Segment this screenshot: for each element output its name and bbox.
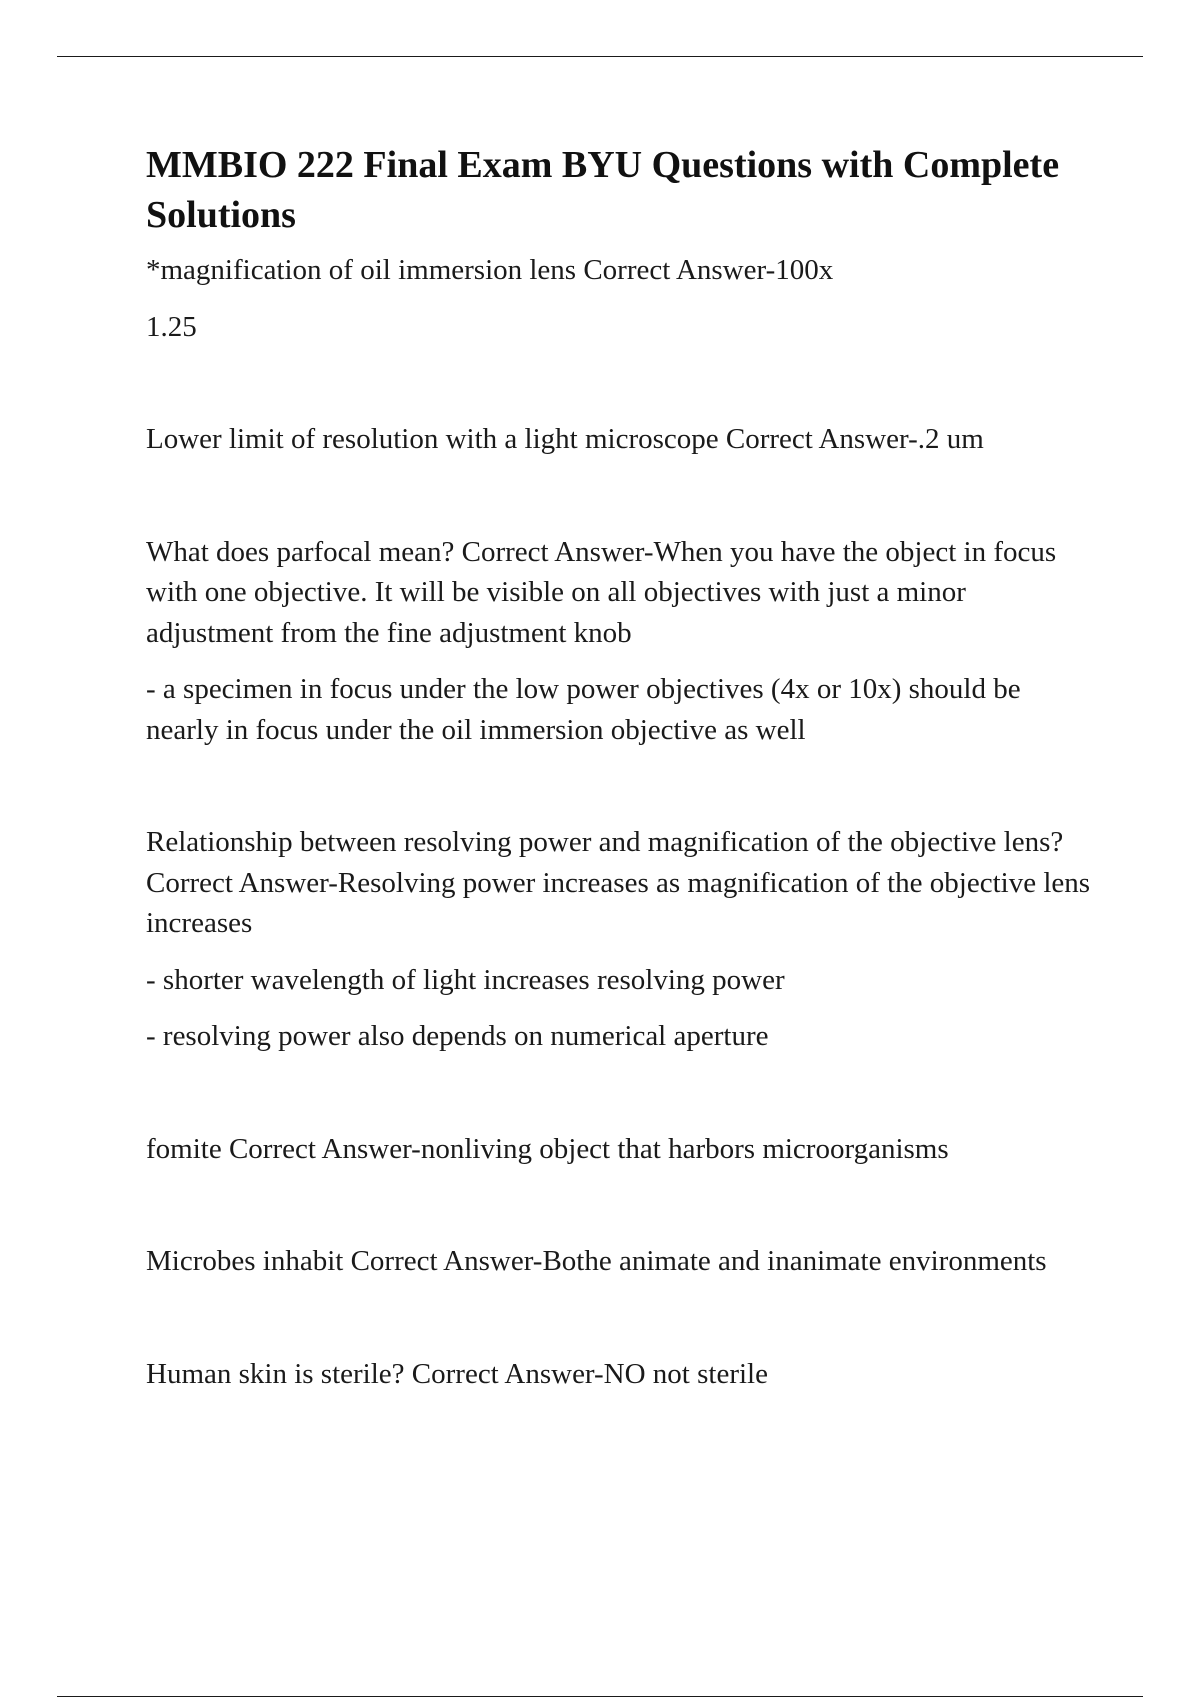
footer-rule <box>57 1696 1143 1697</box>
qa-2-question: Lower limit of resolution with a light microscope Correct Answer-.2 um <box>146 423 984 455</box>
qa-5-question: fomite Correct Answer-nonliving object that harbors microorganisms <box>146 1132 949 1165</box>
qa-4-answer-detail-1: - shorter wavelength of light increases resolving power <box>146 963 785 996</box>
qa-6-question: Microbes inhabit Correct Answer-Bothe animate and inanimate environments <box>146 1245 1047 1277</box>
qa-3-answer-detail: - a specimen in focus under the low power objectives (4x or 10x) should be nearly in focus under the oil immersion objective as well <box>146 673 1021 746</box>
qa-7-question: Human skin is sterile? Correct Answer-NO not sterile <box>146 1357 768 1390</box>
page-content <box>146 140 1096 1394</box>
header-rule <box>57 56 1143 57</box>
qa-1-answer-detail: 1.25 <box>146 310 197 343</box>
qa-1-question: *magnification of oil immersion lens Correct Answer-100x <box>146 254 834 286</box>
qa-4-question: Relationship between resolving power and magnification of the objective lens? Correct Answer-Resolving power increases as magnification of the objective lens increases <box>146 826 1091 939</box>
qa-3-question: What does parfocal mean? Correct Answer-When you have the object in focus with one objective. It will be visible on all objectives with just a minor adjustment from the fine adjustment knob <box>146 535 1057 649</box>
document-title: MMBIO 222 Final Exam BYU Questions with Complete Solutions <box>146 144 1060 236</box>
qa-4-answer-detail-2: - resolving power also depends on numerical aperture <box>146 1020 769 1052</box>
